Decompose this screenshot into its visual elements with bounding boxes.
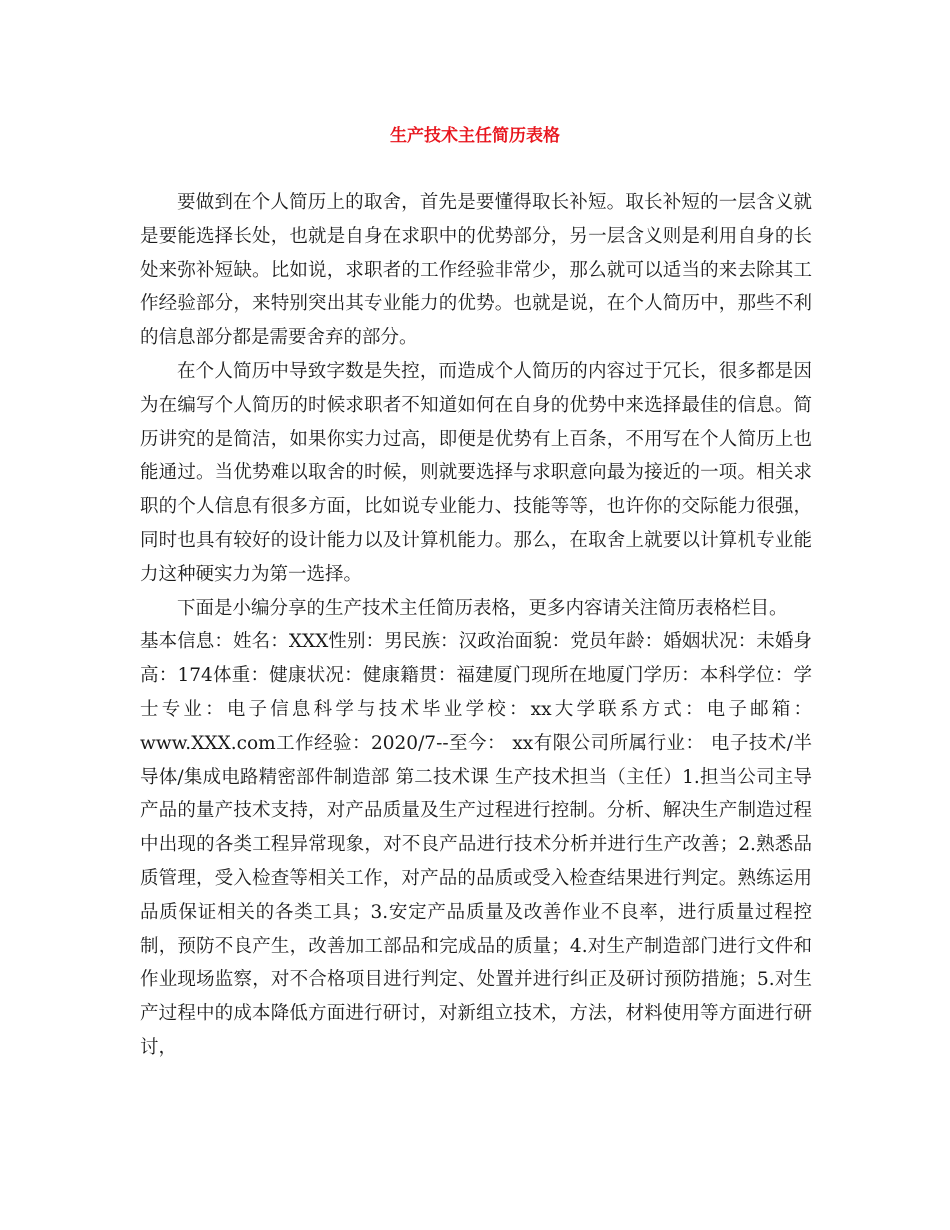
paragraph-share: 下面是小编分享的生产技术主任简历表格，更多内容请关注简历表格栏目。 [177, 597, 788, 619]
document-body [140, 186, 812, 1065]
document-title: 生产技术主任简历表格 [390, 126, 560, 146]
paragraph-intro: 要做到在个人简历上的取舍，首先是要懂得取长补短。取长补短的一层含义就是要能选择长处，也就是自身在求职中的优势部分，另一层含义则是利用自身的长处来弥补短缺。比如说，求职者的工作经验非常少，那么就可以适当的来去除其工作经验部分，来特别突出其专业能力的优势。也就是说，在个人简历中，那些不利的信息部分都是需要舍弃的部分。 [140, 192, 812, 349]
paragraph-resume-details: 基本信息：姓名：XXX性别：男民族：汉政治面貌：党员年龄：婚姻状况：未婚身高：174体重：健康状况：健康籍贯：福建厦门现所在地厦门学历：本科学位：学士专业：电子信息科学与技术毕业学校：xx大学联系方式：电子邮箱：www.XXX.com工作经验：2020/7--至今： xx有限公司所属行业： 电子技术/半导体/集成电路精密部件制造部 第二技术课 生产技术担当（主任）1.担当公司主导产品的量产技术支持，对产品质量及生产过程进行控制。分析、解决生产制造过程中出现的各类工程异常现象，对不良产品进行技术分析并进行生产改善；2.熟悉品质管理，受入检查等相关工作，对产品的品质或受入检查结果进行判定。熟练运用品质保证相关的各类工具；3.安定产品质量及改善作业不良率，进行质量过程控制，预防不良产生，改善加工部品和完成品的质量；4.对生产制造部门进行文件和作业现场监察，对不合格项目进行判定、处置并进行纠正及研讨预防措施；5.对生产过程中的成本降低方面进行研讨，对新组立技术，方法，材料使用等方面进行研讨， [140, 631, 812, 1058]
paragraph-length: 在个人简历中导致字数是失控，而造成个人简历的内容过于冗长，很多都是因为在编写个人简历的时候求职者不知道如何在自身的优势中来选择最佳的信息。简历讲究的是简洁，如果你实力过高，即便是优势有上百条，不用写在个人简历上也能通过。当优势难以取舍的时候，则就要选择与求职意向最为接近的一项。相关求职的个人信息有很多方面，比如说专业能力、技能等等，也许你的交际能力很强，同时也具有较好的设计能力以及计算机能力。那么，在取舍上就要以计算机专业能力这种硬实力为第一选择。 [140, 360, 812, 585]
